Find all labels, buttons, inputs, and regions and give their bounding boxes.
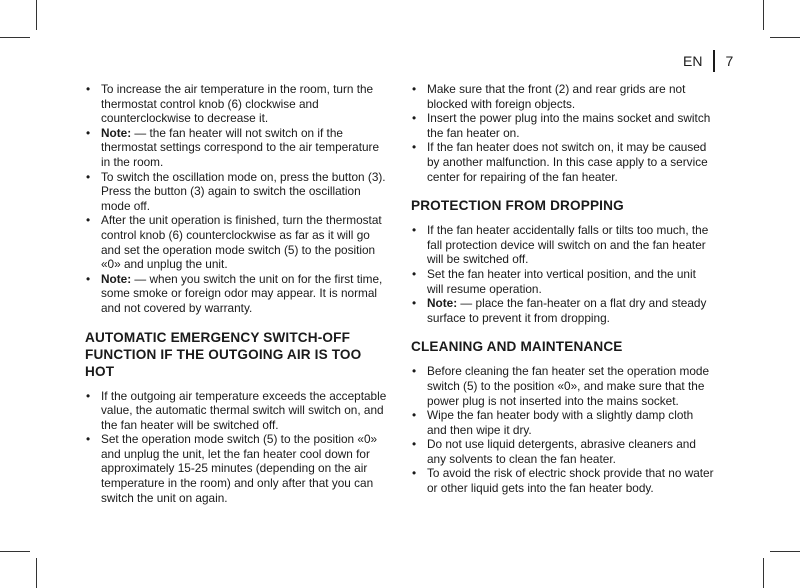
list-item-text: — place the fan-heater on a flat dry and steady surface to prevent it from dropping. xyxy=(427,296,707,325)
list-item-text: Insert the power plug into the mains socket and switch the fan heater on. xyxy=(427,111,711,140)
list-item-text: — the fan heater will not switch on if the thermostat settings correspond to the air temperature in the room. xyxy=(101,125,380,169)
list-item xyxy=(85,432,389,505)
list-item-text: If the fan heater does not switch on, it may be caused by another malfunction. In this case apply to a service center for repairing of the fan heater. xyxy=(427,140,708,184)
list-item xyxy=(85,213,389,271)
list-item xyxy=(85,272,389,316)
header-separator xyxy=(713,50,715,72)
list-item xyxy=(85,82,389,126)
section-heading-emergency-switch-off: AUTOMATIC EMERGENCY SWITCH-OFF FUNCTION IF THE OUTGOING AIR IS TOO HOT xyxy=(85,329,362,379)
list-item-text: — when you switch the unit on for the first time, some smoke or foreign odor may appear. It is normal and not covered by warranty. xyxy=(101,271,383,315)
language-label: EN xyxy=(683,53,703,69)
left-column xyxy=(85,82,389,505)
instruction-list xyxy=(85,389,389,506)
page-header xyxy=(683,50,733,72)
list-item-text: Do not use liquid detergents, abrasive cleaners and any solvents to clean the fan heater. xyxy=(427,437,696,466)
list-item xyxy=(411,437,715,466)
list-item-text: Make sure that the front (2) and rear grids are not blocked with foreign objects. xyxy=(427,82,686,111)
list-item xyxy=(411,466,715,495)
list-item-text: To avoid the risk of electric shock provide that no water or other liquid gets into the fan heater body. xyxy=(427,466,714,496)
section-heading-protection-from-dropping: PROTECTION FROM DROPPING xyxy=(411,198,624,214)
list-item xyxy=(85,389,389,433)
list-item xyxy=(411,111,715,140)
list-item-text: If the outgoing air temperature exceeds the acceptable value, the automatic thermal switch will switch on, and the fan heater will be switched off. xyxy=(101,388,387,432)
list-item-text: To increase the air temperature in the room, turn the thermostat control knob (6) clockwise and counterclockwise to decrease it. xyxy=(101,82,374,126)
instruction-list xyxy=(411,223,715,325)
list-item xyxy=(411,223,715,267)
list-item-text: Set the fan heater into vertical position, and the unit will resume operation. xyxy=(427,266,696,296)
list-item xyxy=(85,170,389,214)
crop-mark xyxy=(36,558,37,588)
crop-mark xyxy=(770,551,800,552)
list-item xyxy=(85,126,389,170)
list-item-text: Set the operation mode switch (5) to the position «0» and unplug the unit, let the fan heater cool down for approximately 15-25 minutes (depending on the air temperature in the room) and only after that you can switch the unit on again. xyxy=(101,432,378,505)
list-item-text: If the fan heater accidentally falls or tilts too much, the fall protection device will switch on and the fan heater will be switched off. xyxy=(427,223,709,267)
crop-mark xyxy=(0,551,30,552)
right-column xyxy=(411,82,715,496)
section-heading-cleaning-and-maintenance: CLEANING AND MAINTENANCE xyxy=(411,339,623,355)
list-item xyxy=(411,296,715,325)
crop-mark xyxy=(36,0,37,30)
list-item-text: Before cleaning the fan heater set the operation mode switch (5) to the position «0», and make sure that the power plug is not inserted into the mains socket. xyxy=(427,364,710,408)
note-label: Note: xyxy=(101,125,132,140)
list-item xyxy=(411,267,715,296)
list-item xyxy=(411,82,715,111)
list-item-text: Wipe the fan heater body with a slightly damp cloth and then wipe it dry. xyxy=(427,408,694,437)
page-number: 7 xyxy=(725,53,734,69)
instruction-list xyxy=(85,82,389,316)
crop-mark xyxy=(770,37,800,38)
note-label: Note: xyxy=(101,271,132,286)
crop-mark xyxy=(0,37,30,38)
list-item xyxy=(411,408,715,437)
crop-mark xyxy=(763,558,764,588)
list-item xyxy=(411,364,715,408)
instruction-list xyxy=(411,364,715,495)
list-item xyxy=(411,140,715,184)
note-label: Note: xyxy=(427,296,458,311)
instruction-list xyxy=(411,82,715,184)
list-item-text: After the unit operation is finished, turn the thermostat control knob (6) counterclockwise as far as it will go and set the operation mode switch (5) to the position «0» and unplug the unit. xyxy=(101,213,382,272)
list-item-text: To switch the oscillation mode on, press the button (3). Press the button (3) again to switch the oscillation mode off. xyxy=(101,169,386,213)
crop-mark xyxy=(763,0,764,30)
